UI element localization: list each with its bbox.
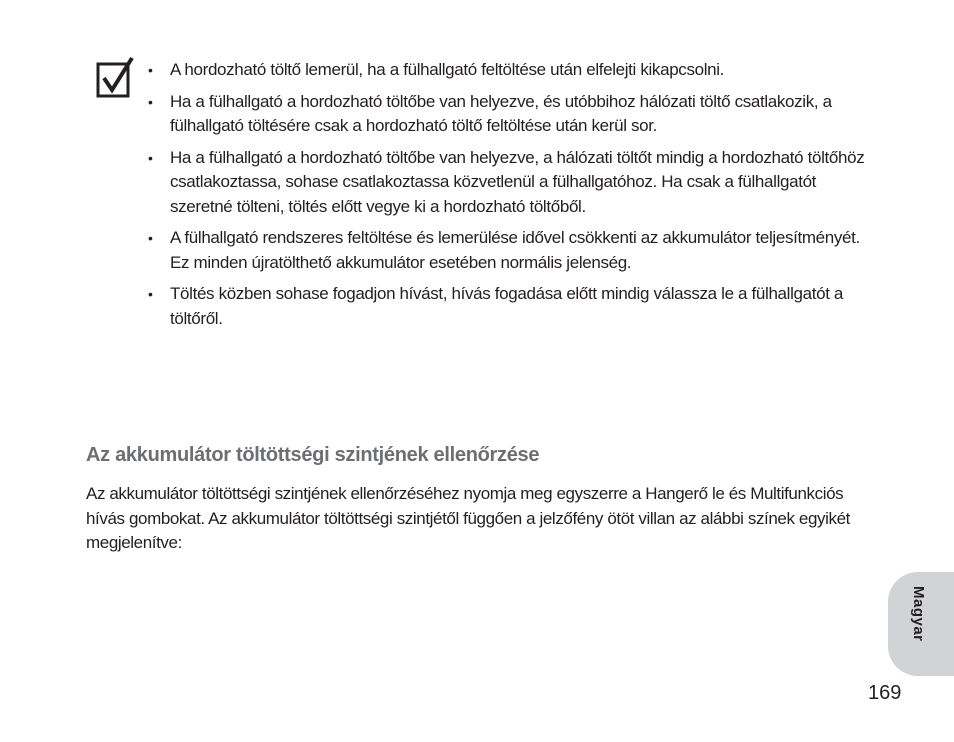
bullet-icon: • xyxy=(148,149,153,166)
page-number: 169 xyxy=(868,682,902,704)
section-heading: Az akkumulátor töltöttségi szintjének ellenőrzése xyxy=(86,444,540,466)
note-item-text: Ha a fülhallgató a hordozható töltőbe van helyezve, és utóbbihoz hálózati töltő csatlakozik, a fülhallgató töltésére csak a hordozható töltő feltöltése után kerül sor. xyxy=(170,91,832,135)
bullet-icon: • xyxy=(148,62,153,78)
bullet-icon: • xyxy=(148,93,153,110)
note-item-text: A fülhallgató rendszeres feltöltése és lemerülése idővel csökkenti az akkumulátor teljesítményét. Ez minden újratölthető akkumulátor esetében normális jelenség. xyxy=(170,228,860,272)
note-item-text: Töltés közben sohase fogadjon hívást, hívás fogadása előtt mindig válassza le a fülhallgatót a töltőről. xyxy=(170,284,844,328)
section-body-text: Az akkumulátor töltöttségi szintjének ellenőrzéséhez nyomja meg egyszerre a Hangerő le és Multifunkciós hívás gombokat. Az akkumulátor töltöttségi szintjétől függően a jelzőfény ötöt villan az alábbi színek egyikét megjelenítve: xyxy=(86,484,850,552)
language-tab-label: Magyar xyxy=(910,586,927,642)
note-list xyxy=(148,58,878,338)
note-item xyxy=(148,90,878,139)
bullet-icon: • xyxy=(148,230,153,246)
language-tab xyxy=(888,572,954,676)
bullet-icon: • xyxy=(148,286,153,302)
note-item-text: A hordozható töltő lemerül, ha a fülhallgató feltöltése után elfelejti kikapcsolni. xyxy=(170,60,725,79)
note-item xyxy=(148,226,878,275)
note-item xyxy=(148,58,878,83)
note-item xyxy=(148,146,878,220)
note-item-text: Ha a fülhallgató a hordozható töltőbe van helyezve, a hálózati töltőt mindig a hordozható töltőhöz csatlakoztassa, sohase csatlakoztassa közvetlenül a fülhallgatóhoz. Ha csak a fülhallgatót szeretné tölteni, töltés előtt vegye ki a hordozható töltőből. xyxy=(170,147,865,216)
note-checkbox-icon xyxy=(96,56,136,100)
note-item xyxy=(148,282,878,331)
